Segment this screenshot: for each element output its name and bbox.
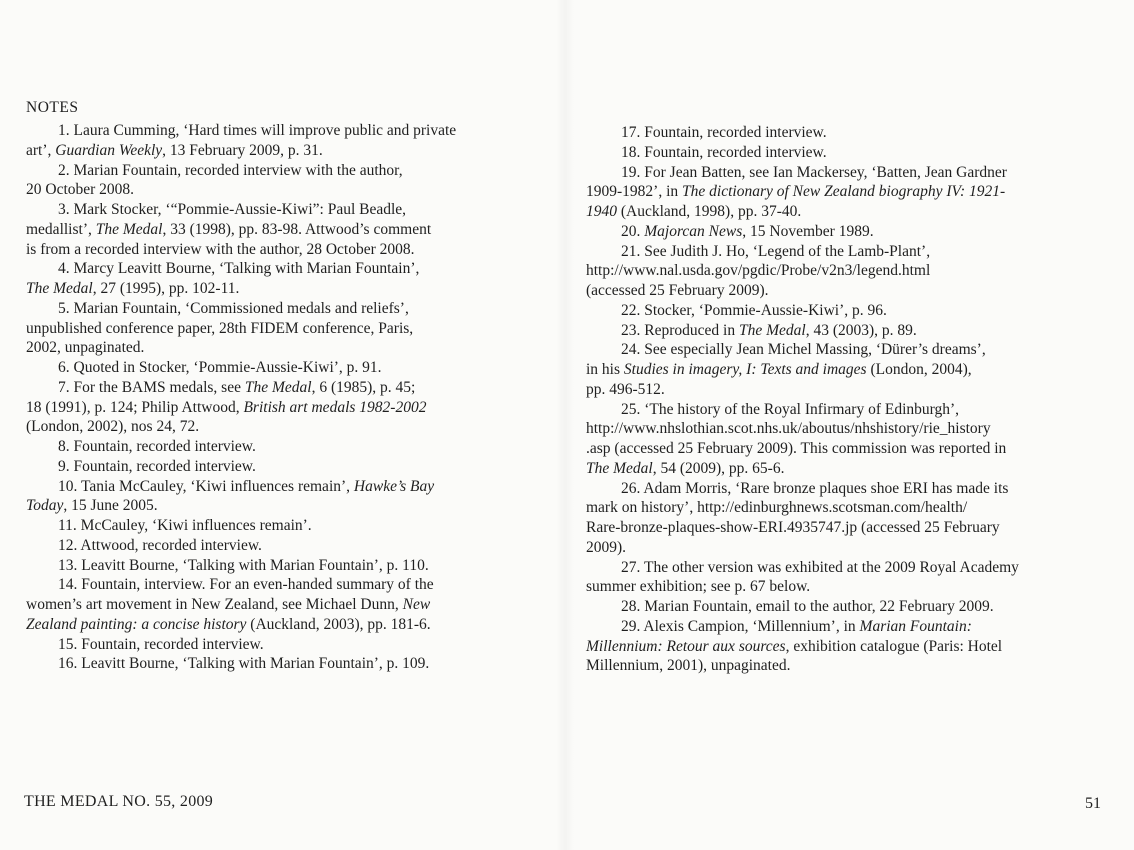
note-line: 2009). xyxy=(586,538,627,556)
note-line: 14. Fountain, interview. For an even-handed summary of the xyxy=(58,576,434,594)
note-line: 11. McCauley, ‘Kiwi influences remain’. xyxy=(58,517,312,534)
note-line: The Medal, 54 (2009), pp. 65-6. xyxy=(586,459,785,477)
note-line: 27. The other version was exhibited at the 2009 Royal Academy xyxy=(621,558,1019,576)
note-line: 16. Leavitt Bourne, ‘Talking with Marian Fountain’, p. 109. xyxy=(58,655,430,673)
note-line: 22. Stocker, ‘Pommie-Aussie-Kiwi’, p. 96. xyxy=(621,301,887,319)
note-line: 23. Reproduced in The Medal, 43 (2003), p. 89. xyxy=(621,321,917,339)
note-line: 7. For the BAMS medals, see The Medal, 6 (1985), p. 45; xyxy=(58,378,416,396)
note-line: 5. Marian Fountain, ‘Commissioned medals and reliefs’, xyxy=(58,299,409,317)
note-line: 8. Fountain, recorded interview. xyxy=(58,438,256,455)
note-line: 12. Attwood, recorded interview. xyxy=(58,536,262,554)
note-line: 21. See Judith J. Ho, ‘Legend of the Lamb-Plant’, xyxy=(621,242,931,260)
note-line: is from a recorded interview with the author, 28 October 2008. xyxy=(26,240,415,258)
note-line: 13. Leavitt Bourne, ‘Talking with Marian Fountain’, p. 110. xyxy=(58,556,429,574)
note-line: 17. Fountain, recorded interview. xyxy=(621,124,827,141)
note-line: 18. Fountain, recorded interview. xyxy=(621,143,827,161)
note-line: Rare-bronze-plaques-show-ERI.4935747.jp (accessed 25 February xyxy=(586,519,1000,536)
note-line: 2. Marian Fountain, recorded interview with the author, xyxy=(58,161,403,179)
page-fold-shadow xyxy=(556,0,574,850)
note-line: .asp (accessed 25 February 2009). This commission was reported in xyxy=(586,440,1007,457)
note-line: Zealand painting: a concise history (Auckland, 2003), pp. 181-6. xyxy=(26,615,431,633)
note-line: women’s art movement in New Zealand, see Michael Dunn, New xyxy=(26,596,431,613)
note-line: 4. Marcy Leavitt Bourne, ‘Talking with Marian Fountain’, xyxy=(58,260,420,278)
note-line: The Medal, 27 (1995), pp. 102-11. xyxy=(26,280,240,297)
note-line: Millennium: Retour aux sources, exhibition catalogue (Paris: Hotel xyxy=(586,637,1003,655)
journal-footer: THE MEDAL NO. 55, 2009 xyxy=(24,793,214,810)
note-line: 1. Laura Cumming, ‘Hard times will improve public and private xyxy=(58,122,457,139)
note-line: (London, 2002), nos 24, 72. xyxy=(26,418,200,436)
note-line: 15. Fountain, recorded interview. xyxy=(58,635,264,653)
note-line: in his Studies in imagery, I: Texts and images (London, 2004), xyxy=(586,361,972,378)
note-line: 20 October 2008. xyxy=(26,181,135,199)
note-line: art’, Guardian Weekly, 13 February 2009, p. 31. xyxy=(26,141,323,159)
note-line: 24. See especially Jean Michel Massing, ‘Dürer’s dreams’, xyxy=(621,341,986,359)
note-line: (accessed 25 February 2009). xyxy=(586,282,769,299)
note-line: mark on history’, http://edinburghnews.scotsman.com/health/ xyxy=(586,499,968,517)
note-line: 28. Marian Fountain, email to the author, 22 February 2009. xyxy=(621,598,994,615)
note-line: unpublished conference paper, 28th FIDEM conference, Paris, xyxy=(26,319,414,337)
note-line: 25. ‘The history of the Royal Infirmary of Edinburgh’, xyxy=(621,400,960,418)
note-line: summer exhibition; see p. 67 below. xyxy=(586,578,811,596)
note-line: 10. Tania McCauley, ‘Kiwi influences remain’, Hawke’s Bay xyxy=(58,477,435,495)
note-line: 2002, unpaginated. xyxy=(26,339,145,357)
note-line: 29. Alexis Campion, ‘Millennium’, in Marian Fountain: xyxy=(621,617,972,635)
note-line: http://www.nal.usda.gov/pgdic/Probe/v2n3/legend.html xyxy=(586,262,931,280)
note-line: 3. Mark Stocker, ‘“Pommie-Aussie-Kiwi”: Paul Beadle, xyxy=(58,201,407,218)
notes-heading: NOTES xyxy=(26,99,79,116)
note-line: 9. Fountain, recorded interview. xyxy=(58,457,256,475)
note-line: 26. Adam Morris, ‘Rare bronze plaques shoe ERI has made its xyxy=(621,479,1009,497)
note-line: Today, 15 June 2005. xyxy=(26,497,158,515)
note-line: 18 (1991), p. 124; Philip Attwood, British art medals 1982-2002 xyxy=(26,398,427,416)
note-line: 1909-1982’, in The dictionary of New Zealand biography IV: 1921- xyxy=(586,183,1006,201)
page-number: 51 xyxy=(1085,795,1101,812)
note-line: medallist’, The Medal, 33 (1998), pp. 83-98. Attwood’s comment xyxy=(26,220,432,238)
note-line: http://www.nhslothian.scot.nhs.uk/aboutus/nhshistory/rie_history xyxy=(586,420,991,438)
note-line: 1940 (Auckland, 1998), pp. 37-40. xyxy=(586,203,802,220)
note-line: 20. Majorcan News, 15 November 1989. xyxy=(621,222,874,240)
note-line: 19. For Jean Batten, see Ian Mackersey, ‘Batten, Jean Gardner xyxy=(621,163,1007,181)
note-line: Millennium, 2001), unpaginated. xyxy=(586,657,791,675)
note-line: pp. 496-512. xyxy=(586,380,665,398)
note-line: 6. Quoted in Stocker, ‘Pommie-Aussie-Kiwi’, p. 91. xyxy=(58,359,382,376)
